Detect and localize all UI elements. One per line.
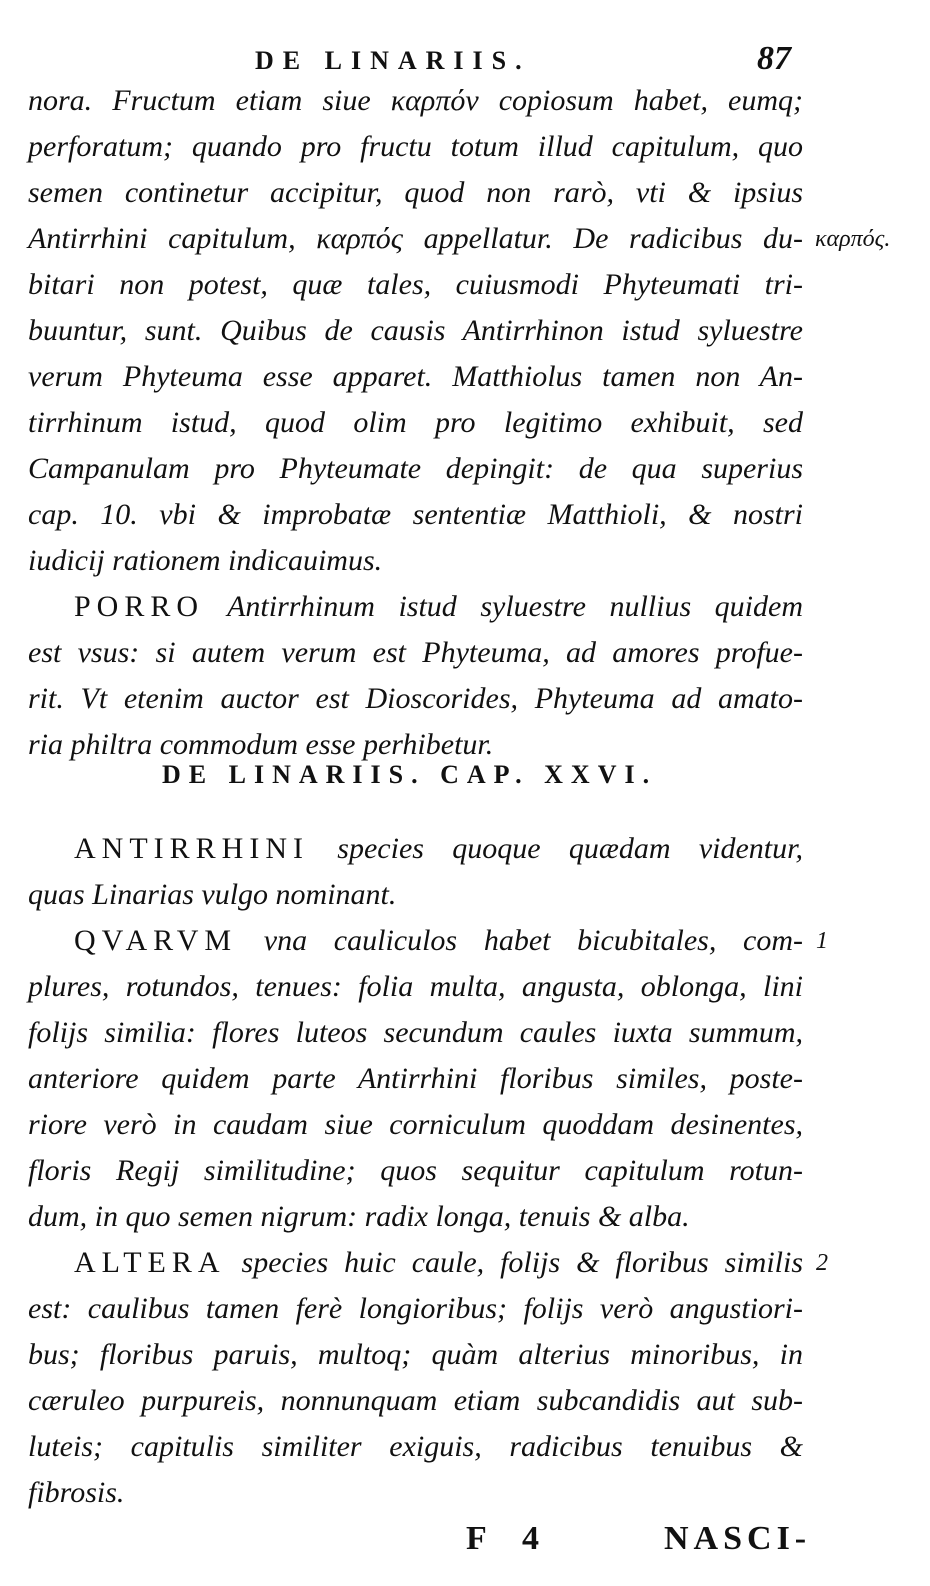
text-line: cæruleo purpureis, nonnunquam etiam subcandidis aut sub- xyxy=(28,1384,803,1417)
text-line: riore verò in caudam siue corniculum quoddam desinentes, xyxy=(28,1108,803,1141)
text-line: verum Phyteuma esse apparet. Matthiolus tamen non An- xyxy=(28,360,803,393)
text-line: perforatum; quando pro fructu totum illud capitulum, quo xyxy=(28,130,803,163)
paragraph-lead: ANTIRRHINI xyxy=(74,832,309,865)
text-line: bus; floribus paruis, multoq; quàm alterius minoribus, in xyxy=(28,1338,803,1371)
text-line: fibrosis. xyxy=(28,1476,125,1509)
text-line xyxy=(74,1240,803,1286)
running-head xyxy=(0,40,930,80)
text-span: species quoque quædam videntur, xyxy=(337,832,803,865)
text-line: est: caulibus tamen ferè longioribus; folijs verò angustiori- xyxy=(28,1292,803,1325)
paragraph-lead: ALTERA xyxy=(74,1246,226,1279)
chapter-heading: DE LINARIIS. CAP. XXVI. xyxy=(162,760,658,789)
catchwords-row xyxy=(0,1520,930,1570)
text-line: Antirrhini capitulum, καρπός appellatur. De radicibus du- xyxy=(28,222,803,255)
text-line: iudicij rationem indicauimus. xyxy=(28,544,383,577)
text-line: cap. 10. vbi & improbatæ sententiæ Matthioli, & nostri xyxy=(28,498,803,531)
text-line: quas Linarias vulgo nominant. xyxy=(28,878,397,911)
text-line xyxy=(74,584,803,630)
text-line: dum, in quo semen nigrum: radix longa, tenuis & alba. xyxy=(28,1200,690,1233)
text-line: est vsus: si autem verum est Phyteuma, ad amores profue- xyxy=(28,636,803,669)
text-line: luteis; capitulis similiter exiguis, radicibus tenuibus & xyxy=(28,1430,803,1463)
text-line: Campanulam pro Phyteumate depingit: de qua superius xyxy=(28,452,803,485)
text-line: tirrhinum istud, quod olim pro legitimo exhibuit, sed xyxy=(28,406,803,439)
margin-note-1: 1 xyxy=(816,928,828,954)
text-line: ria philtra commodum esse perhibetur. xyxy=(28,728,494,761)
signature-mark: F 4 xyxy=(466,1520,554,1557)
paragraph-lead: PORRO xyxy=(74,590,205,623)
text-line: semen continetur accipitur, quod non rarò, vti & ipsius xyxy=(28,176,803,209)
margin-note-2: 2 xyxy=(816,1250,828,1276)
running-title: DE LINARIIS. xyxy=(255,46,531,75)
text-span: species huic caule, folijs & floribus similis xyxy=(241,1246,803,1279)
text-line: buuntur, sunt. Quibus de causis Antirrhinon istud syluestre xyxy=(28,314,803,347)
text-line: anteriore quidem parte Antirrhini floribus similes, poste- xyxy=(28,1062,803,1095)
margin-note-greek: καρπός. xyxy=(815,226,891,252)
paragraph-lead: QVARVM xyxy=(74,924,238,957)
text-line: rit. Vt etenim auctor est Dioscorides, Phyteuma ad amato- xyxy=(28,682,803,715)
text-line: bitari non potest, quæ tales, cuiusmodi Phyteumati tri- xyxy=(28,268,803,301)
text-line: folijs similia: flores luteos secundum caules iuxta summum, xyxy=(28,1016,803,1049)
text-line: floris Regij similitudine; quos sequitur capitulum rotun- xyxy=(28,1154,803,1187)
page-number: 87 xyxy=(757,40,791,77)
text-line xyxy=(74,918,803,964)
text-span: Antirrhinum istud syluestre nullius quidem xyxy=(227,590,803,623)
text-line: nora. Fructum etiam siue καρπόν copiosum habet, eumq; xyxy=(28,84,803,117)
catchword: NASCI- xyxy=(664,1520,812,1557)
text-line xyxy=(74,826,803,872)
text-span: vna cauliculos habet bicubitales, com- xyxy=(263,924,803,957)
text-line: plures, rotundos, tenues: folia multa, angusta, oblonga, lini xyxy=(28,970,803,1003)
